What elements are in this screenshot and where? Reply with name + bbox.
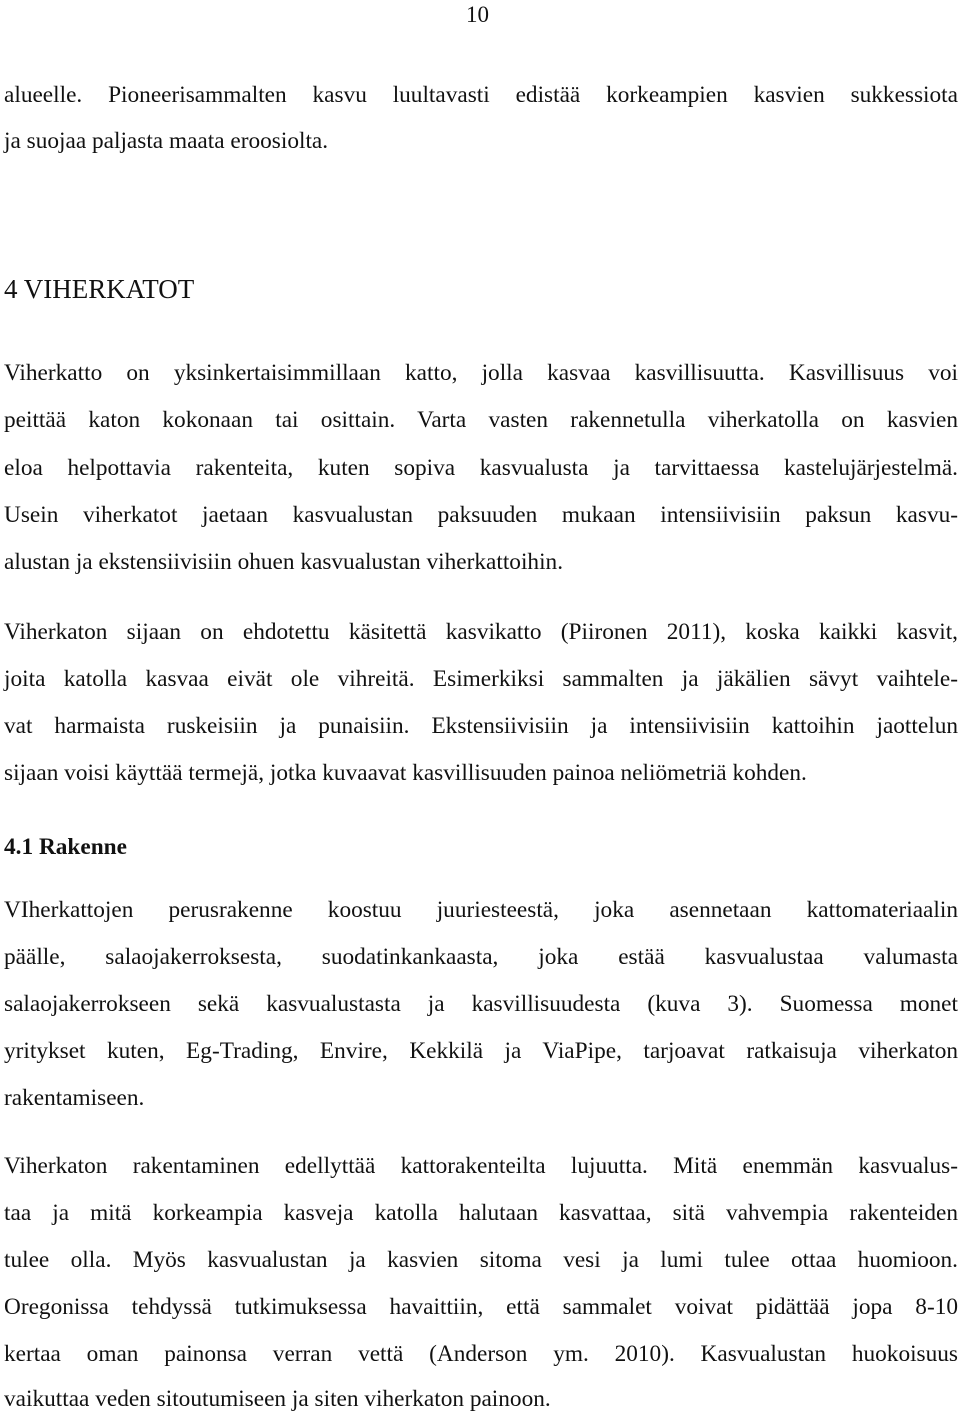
text-line: tulee olla. Myös kasvualustan ja kasvien sitoma vesi ja lumi tulee ottaa huomioon. [4,1247,958,1273]
text-line: alueelle. Pioneerisammalten kasvu luultavasti edistää korkeampien kasvien sukkessiota [4,82,958,108]
text-line: Viherkatto on yksinkertaisimmillaan katto, jolla kasvaa kasvillisuutta. Kasvillisuus voi [4,360,958,386]
text-line: Viherkaton sijaan on ehdotettu käsitettä kasvikatto (Piironen 2011), koska kaikki kasvit, [4,619,958,645]
text-line: Usein viherkatot jaetaan kasvualustan paksuuden mukaan intensiivisiin paksun kasvu- [4,502,958,528]
section-heading: 4 VIHERKATOT [4,274,195,304]
text-line: kertaa oman painonsa verran vettä (Anderson ym. 2010). Kasvualustan huokoisuus [4,1341,958,1367]
text-line: rakentamiseen. [4,1085,145,1111]
text-line: Viherkaton rakentaminen edellyttää kattorakenteilta lujuutta. Mitä enemmän kasvualus- [4,1153,958,1179]
text-line: Oregonissa tehdyssä tutkimuksessa havaittiin, että sammalet voivat pidättää jopa 8-10 [4,1294,958,1320]
text-line: yritykset kuten, Eg-Trading, Envire, Kekkilä ja ViaPipe, tarjoavat ratkaisuja viherkaton [4,1038,958,1064]
text-line: ja suojaa paljasta maata eroosiolta. [4,128,329,154]
text-line: eloa helpottavia rakenteita, kuten sopiva kasvualusta ja tarvittaessa kastelujärjestelmä. [4,455,958,481]
text-line: taa ja mitä korkeampia kasveja katolla halutaan kasvattaa, sitä vahvempia rakenteiden [4,1200,958,1226]
text-line: vaikuttaa veden sitoutumiseen ja siten viherkaton painoon. [4,1386,551,1412]
subsection-heading: 4.1 Rakenne [4,834,127,860]
text-line: sijaan voisi käyttää termejä, jotka kuvaavat kasvillisuuden painoa neliömetriä kohden. [4,760,807,786]
text-line: päälle, salaojakerroksesta, suodatinkankaasta, joka estää kasvualustaa valumasta [4,944,958,970]
text-line: VIherkattojen perusrakenne koostuu juuriesteestä, joka asennetaan kattomateriaalin [4,897,958,923]
text-line: salaojakerrokseen sekä kasvualustasta ja kasvillisuudesta (kuva 3). Suomessa monet [4,991,958,1017]
page-number: 10 [466,2,489,27]
text-line: vat harmaista ruskeisiin ja punaisiin. Ekstensiivisiin ja intensiivisiin kattoihin jaottelun [4,713,958,739]
text-line: alustan ja ekstensiivisiin ohuen kasvualustan viherkattoihin. [4,549,564,575]
text-line: peittää katon kokonaan tai osittain. Varta vasten rakennetulla viherkatolla on kasvien [4,407,958,433]
text-line: joita katolla kasvaa eivät ole vihreitä. Esimerkiksi sammalten ja jäkälien sävyt vaihtele- [4,666,958,692]
